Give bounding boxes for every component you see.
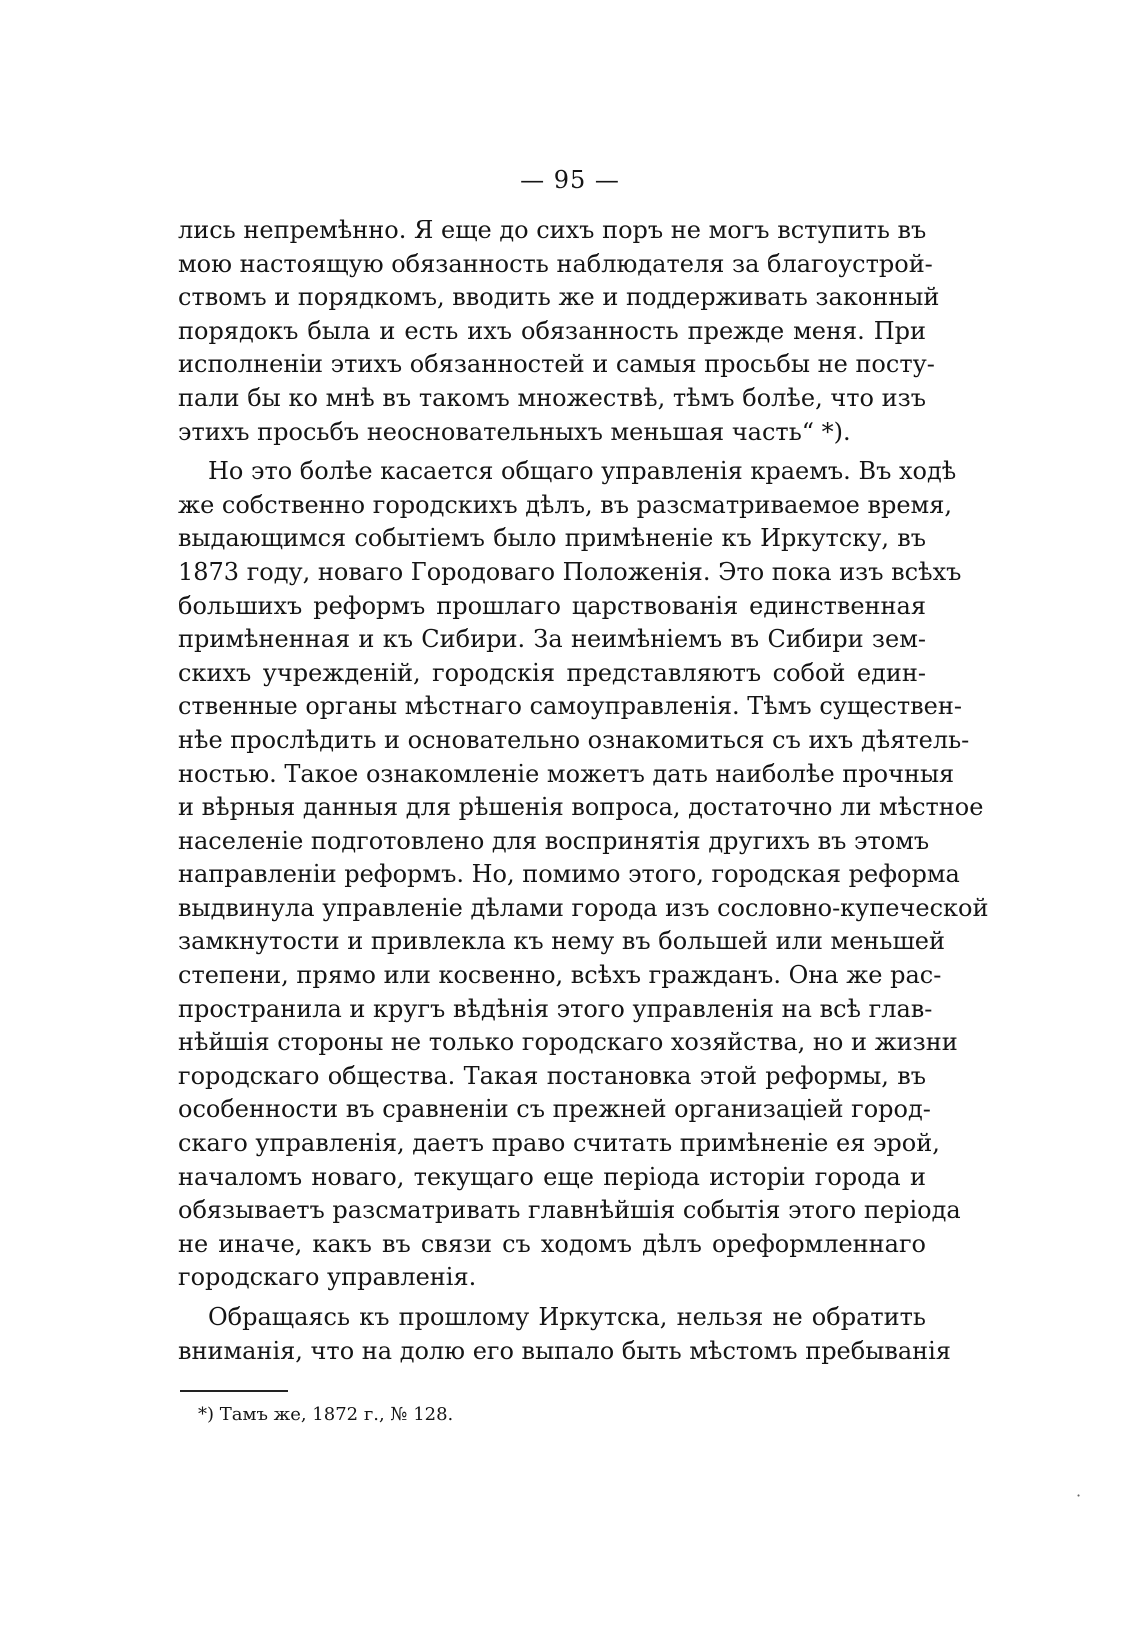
text-line: примѣненная и къ Сибири. За неимѣніемъ въ Сибири зем- bbox=[178, 625, 926, 654]
paragraph bbox=[178, 214, 940, 449]
text-line: особенности въ сравненіи съ прежней организаціей город- bbox=[178, 1095, 931, 1124]
text-line: скаго управленія, даетъ право считать примѣненіе ея эрой, bbox=[178, 1129, 940, 1158]
text-line: и вѣрныя данныя для рѣшенія вопроса, достаточно ли мѣстное bbox=[178, 793, 984, 822]
text-line: большихъ реформъ прошлаго царствованія единственная bbox=[178, 591, 926, 620]
text-line: замкнутости и привлекла къ нему въ большей или меньшей bbox=[178, 927, 945, 956]
text-line: исполненіи этихъ обязанностей и самыя просьбы не посту- bbox=[178, 350, 935, 379]
text-line: этихъ просьбъ неосновательныхъ меньшая часть“ *). bbox=[178, 417, 851, 446]
text-line: Обращаясь къ прошлому Иркутска, нельзя не обратить bbox=[208, 1303, 926, 1331]
text-line: ственные органы мѣстнаго самоуправленія. Тѣмъ существен- bbox=[178, 692, 962, 721]
scan-speck: · bbox=[1076, 1486, 1082, 1505]
text-line: скихъ учрежденій, городскія представляютъ собой един- bbox=[178, 658, 926, 687]
text-line: порядокъ была и есть ихъ обязанность прежде меня. При bbox=[178, 316, 926, 345]
text-line: началомъ новаго, текущаго еще періода исторіи города и bbox=[178, 1162, 926, 1191]
body-text bbox=[178, 214, 989, 1368]
text-line: ствомъ и порядкомъ, вводить же и поддерживать законный bbox=[178, 283, 940, 312]
text-line: населеніе подготовлено для воспринятія другихъ въ этомъ bbox=[178, 826, 930, 855]
text-line: городскаго общества. Такая постановка этой реформы, въ bbox=[178, 1061, 926, 1090]
footnote: *) Тамъ же, 1872 г., № 128. bbox=[198, 1404, 454, 1425]
text-line: степени, прямо или косвенно, всѣхъ гражданъ. Она же рас- bbox=[178, 961, 942, 990]
text-line: Но это болѣе касается общаго управленія краемъ. Въ ходѣ bbox=[208, 457, 957, 486]
text-line: пространила и кругъ вѣдѣнія этого управленія на всѣ глав- bbox=[178, 994, 933, 1023]
text-line: городскаго управленія. bbox=[178, 1263, 477, 1292]
paragraph bbox=[178, 1301, 951, 1368]
text-line: мою настоящую обязанность наблюдателя за благоустрой- bbox=[178, 249, 933, 278]
text-line: выдающимся событіемъ было примѣненіе къ Иркутску, въ bbox=[178, 524, 926, 553]
text-line: нѣе прослѣдить и основательно ознакомиться съ ихъ дѣятель- bbox=[178, 725, 970, 754]
text-line: ностью. Такое ознакомленіе можетъ дать наиболѣе прочныя bbox=[178, 759, 955, 788]
footnote-divider bbox=[180, 1390, 288, 1392]
text-line: направленіи реформъ. Но, помимо этого, городская реформа bbox=[178, 860, 960, 889]
text-line: нѣйшія стороны не только городскаго хозяйства, но и жизни bbox=[178, 1028, 958, 1057]
text-line: не иначе, какъ въ связи съ ходомъ дѣлъ ореформленнаго bbox=[178, 1229, 926, 1258]
text-line: 1873 году, новаго Городоваго Положенія. Это пока изъ всѣхъ bbox=[178, 557, 962, 586]
text-line: выдвинула управленіе дѣлами города изъ сословно-купеческой bbox=[178, 893, 989, 922]
text-line: вниманія, что на долю его выпало быть мѣстомъ пребыванія bbox=[178, 1336, 951, 1365]
text-line: же собственно городскихъ дѣлъ, въ разсматриваемое время, bbox=[178, 490, 952, 519]
text-line: обязываетъ разсматривать главнѣйшія событія этого періода bbox=[178, 1196, 961, 1225]
text-line: пали бы ко мнѣ въ такомъ множествѣ, тѣмъ болѣе, что изъ bbox=[178, 383, 926, 412]
paragraph bbox=[178, 455, 989, 1295]
page-number: — 95 — bbox=[520, 166, 620, 194]
text-line: лись непремѣнно. Я еще до сихъ поръ не могъ вступить въ bbox=[178, 216, 927, 244]
